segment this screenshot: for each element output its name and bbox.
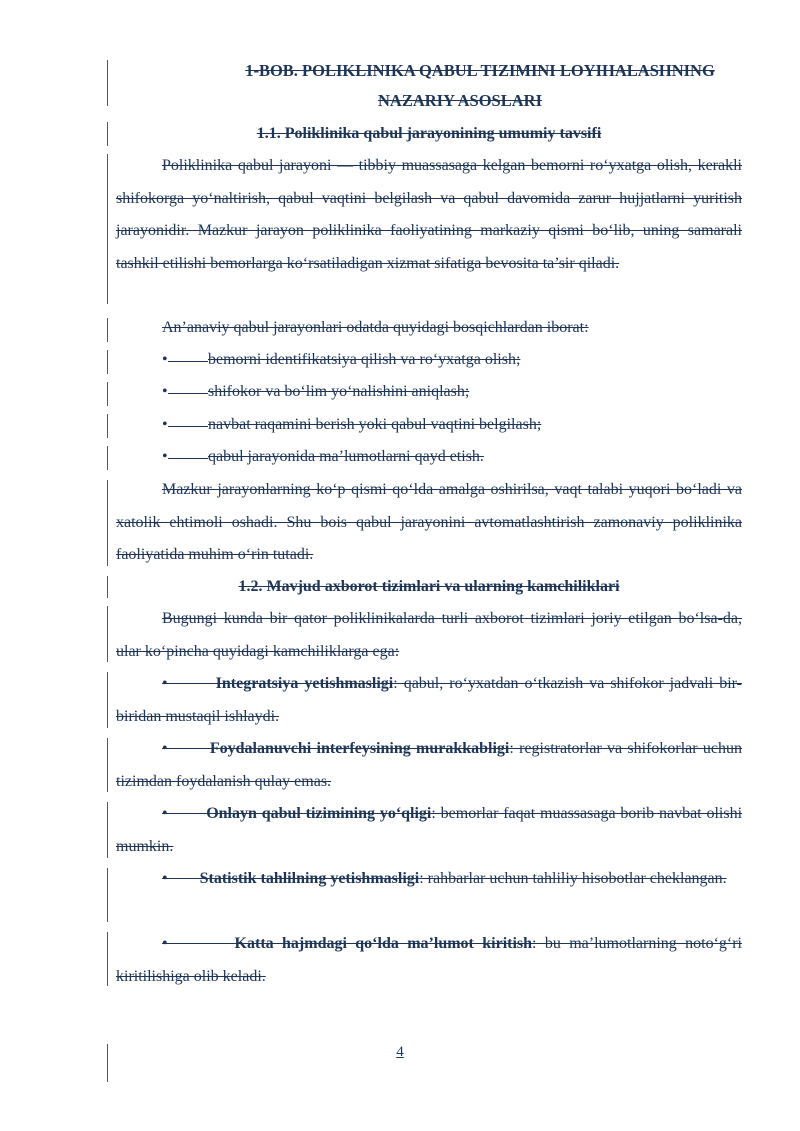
- list-item-term: Onlayn qabul tizimining yo‘qligi: [206, 805, 432, 822]
- list-item-text: : bu ma’lumotlarning noto‘g‘ri kiritilishiga olib keladi.: [116, 935, 743, 985]
- paragraph: [116, 150, 742, 280]
- change-bar: [107, 738, 108, 792]
- paragraph: [116, 312, 742, 345]
- change-bar: [107, 480, 108, 566]
- paragraph-text: Bugungi kunda bir qator poliklinikalarda turli axborot tizimlari joriy etilgan bo‘lsa-da, ular ko‘pincha quyidagi kamchiliklarga ega:: [116, 610, 742, 660]
- list-item: [116, 733, 742, 798]
- bullet-icon: [116, 409, 208, 442]
- paragraph-text: Mazkur jarayonlarning ko‘p qismi qo‘lda amalga oshirilsa, vaqt talabi yuqori bo‘ladi va xatolik ehtimoli oshadi. Shu bois qabul jarayonini avtomatlashtirish zamonaviy poliklinika faoliyatida muhim o‘rin tutadi.: [116, 481, 742, 563]
- list-item-term: Statistik tahlilning yetishmasligi: [199, 870, 420, 887]
- bullet-icon: [116, 441, 208, 474]
- page-number: 4: [396, 1044, 404, 1060]
- change-bar: [107, 318, 108, 342]
- list-item: [116, 863, 742, 896]
- bullet-icon: •: [162, 805, 207, 822]
- paragraph: [116, 603, 742, 668]
- paragraph-text: An’anaviy qabul jarayonlari odatda quyidagi bosqichlardan iborat:: [162, 319, 589, 336]
- list-item-text: navbat raqamini berish yoki qabul vaqtini belgilash;: [208, 416, 542, 433]
- list-item-text: qabul jarayonida ma’lumotlarni qayd etish.: [208, 448, 484, 465]
- list-item-text: : registratorlar va shifokorlar uchun tizimdan foydalanish qulay emas.: [116, 740, 743, 790]
- change-bar: [107, 382, 108, 406]
- change-bar: [107, 606, 108, 662]
- list-item-term: Integratsiya yetishmasligi: [215, 675, 394, 692]
- list-item: [116, 668, 742, 733]
- list-item-text: shifokor va bo‘lim yo‘nalishini aniqlash;: [208, 383, 470, 400]
- change-bar: [107, 350, 108, 374]
- bullet-icon: [116, 344, 208, 377]
- change-bar: [107, 576, 108, 598]
- change-bar: [107, 122, 108, 146]
- list-item: [116, 344, 742, 377]
- bullet-icon: •: [162, 935, 235, 952]
- change-bar: [107, 446, 108, 470]
- list-item: [116, 376, 742, 409]
- paragraph: [116, 474, 742, 572]
- list-item: [116, 928, 742, 993]
- section-heading-1-2: 1.2. Mavjud axborot tizimlari va ularning kamchiliklari: [238, 578, 620, 595]
- bullet-icon: •: [162, 740, 210, 757]
- change-bar: [107, 414, 108, 438]
- list-item-text: : rahbarlar uchun tahliliy hisobotlar cheklangan.: [419, 870, 727, 887]
- list-item-text: : qabul, ro‘yxatdan o‘tkazish va shifokor jadvali bir-biridan mustaqil ishlaydi.: [116, 675, 742, 725]
- change-bar: [107, 60, 108, 106]
- chapter-title-line2: NAZARIY ASOSLARI: [378, 91, 542, 110]
- list-item: [116, 798, 742, 863]
- list-item-term: Foydalanuvchi interfeysining murakkabligi: [209, 740, 510, 757]
- list-item-term: Katta hajmdagi qo‘lda ma’lumot kiritish: [234, 935, 533, 952]
- chapter-title: [120, 56, 800, 116]
- list-item: [116, 441, 742, 474]
- list-item: [116, 409, 742, 442]
- change-bar: [107, 802, 108, 858]
- list-item-text: : bemorlar faqat muassasaga borib navbat olishi mumkin.: [116, 805, 743, 855]
- bullet-icon: •: [162, 870, 200, 887]
- section-heading-1-1: 1.1. Poliklinika qabul jarayonining umumiy tavsifi: [256, 125, 602, 142]
- chapter-title-line1: 1-BOB. POLIKLINIKA QABUL TIZIMINI LOYIHALASHNING: [245, 61, 715, 80]
- change-bar: [107, 154, 108, 304]
- change-bar: [107, 672, 108, 728]
- list-item-text: bemorni identifikatsiya qilish va ro‘yxatga olish;: [208, 351, 521, 368]
- bullet-icon: [116, 376, 208, 409]
- change-bar: [107, 868, 108, 922]
- bullet-icon: •: [162, 675, 216, 692]
- paragraph-text: Poliklinika qabul jarayoni — tibbiy muassasaga kelgan bemorni ro‘yxatga olish, kerakli shifokorga yo‘naltirish, qabul vaqtini belgilash va qabul davomida zarur hujjatlarni yuritish jarayonidir. Mazkur jarayon poliklinika faoliyatining markaziy qismi bo‘lib, uning samarali tashkil etilishi bemorlarga ko‘rsatiladigan xizmat sifatiga bevosita ta’sir qiladi.: [116, 157, 742, 272]
- change-bar: [107, 932, 108, 986]
